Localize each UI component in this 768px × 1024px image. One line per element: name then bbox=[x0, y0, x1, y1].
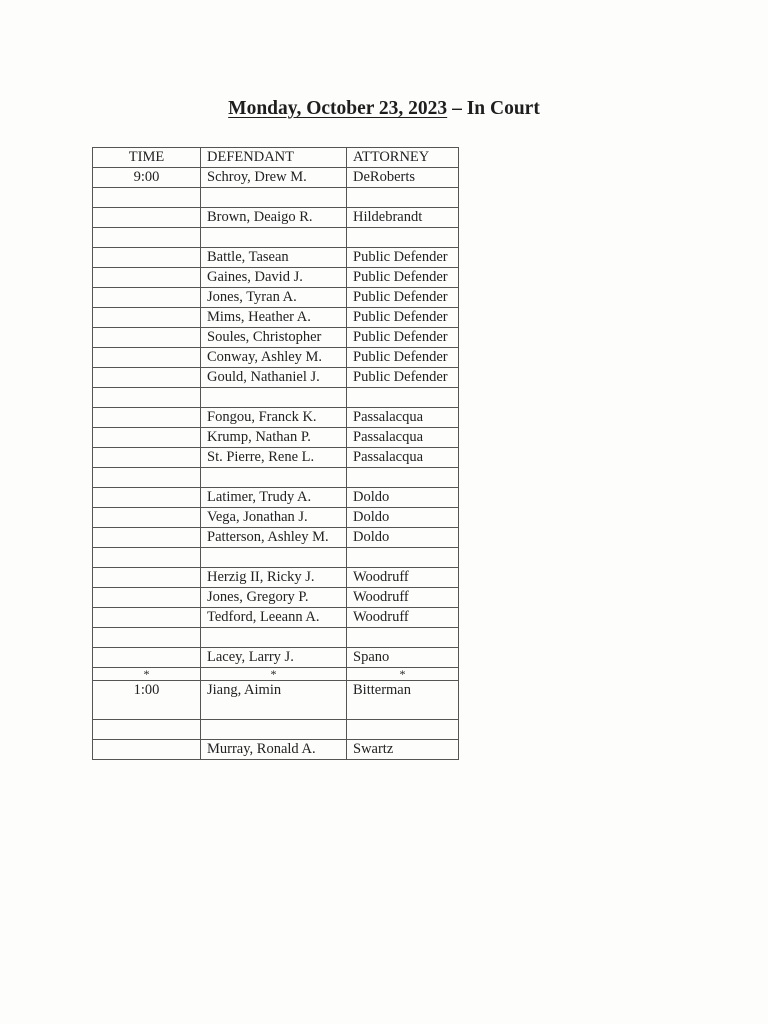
court-schedule-table bbox=[92, 147, 459, 760]
attorney-cell bbox=[347, 188, 459, 208]
attorney-cell bbox=[347, 548, 459, 568]
table-row bbox=[93, 668, 459, 681]
table-row bbox=[93, 308, 459, 328]
table-row bbox=[93, 288, 459, 308]
attorney-cell: Doldo bbox=[347, 508, 459, 528]
time-cell bbox=[93, 248, 201, 268]
table-row bbox=[93, 248, 459, 268]
time-cell bbox=[93, 448, 201, 468]
table-row bbox=[93, 208, 459, 228]
defendant-cell: Gaines, David J. bbox=[201, 268, 347, 288]
time-cell bbox=[93, 528, 201, 548]
time-cell bbox=[93, 308, 201, 328]
defendant-cell: Herzig II, Ricky J. bbox=[201, 568, 347, 588]
time-cell bbox=[93, 208, 201, 228]
attorney-cell: Public Defender bbox=[347, 288, 459, 308]
attorney-cell: * bbox=[347, 668, 459, 681]
table-row bbox=[93, 388, 459, 408]
time-cell bbox=[93, 568, 201, 588]
attorney-cell: DeRoberts bbox=[347, 168, 459, 188]
defendant-cell: Fongou, Franck K. bbox=[201, 408, 347, 428]
table-row bbox=[93, 268, 459, 288]
table-row bbox=[93, 408, 459, 428]
table-header-row bbox=[93, 148, 459, 168]
time-cell bbox=[93, 508, 201, 528]
header-attorney: ATTORNEY bbox=[347, 148, 459, 168]
defendant-cell bbox=[201, 188, 347, 208]
attorney-cell: Passalacqua bbox=[347, 408, 459, 428]
defendant-cell: Patterson, Ashley M. bbox=[201, 528, 347, 548]
defendant-cell bbox=[201, 228, 347, 248]
time-cell: 9:00 bbox=[93, 168, 201, 188]
table-row bbox=[93, 628, 459, 648]
attorney-cell: Bitterman bbox=[347, 681, 459, 720]
defendant-cell: Soules, Christopher bbox=[201, 328, 347, 348]
attorney-cell: Public Defender bbox=[347, 348, 459, 368]
defendant-cell: * bbox=[201, 668, 347, 681]
time-cell bbox=[93, 468, 201, 488]
defendant-cell: Vega, Jonathan J. bbox=[201, 508, 347, 528]
table-row bbox=[93, 328, 459, 348]
defendant-cell bbox=[201, 548, 347, 568]
time-cell bbox=[93, 288, 201, 308]
attorney-cell bbox=[347, 468, 459, 488]
time-cell bbox=[93, 348, 201, 368]
defendant-cell: Jiang, Aimin bbox=[201, 681, 347, 720]
attorney-cell: Swartz bbox=[347, 740, 459, 760]
defendant-cell: Schroy, Drew M. bbox=[201, 168, 347, 188]
defendant-cell: Krump, Nathan P. bbox=[201, 428, 347, 448]
time-cell bbox=[93, 328, 201, 348]
attorney-cell: Woodruff bbox=[347, 588, 459, 608]
title-suffix: – In Court bbox=[447, 98, 540, 119]
table-row bbox=[93, 608, 459, 628]
defendant-cell: Jones, Tyran A. bbox=[201, 288, 347, 308]
attorney-cell bbox=[347, 388, 459, 408]
time-cell bbox=[93, 408, 201, 428]
time-cell bbox=[93, 588, 201, 608]
attorney-cell bbox=[347, 228, 459, 248]
table-row bbox=[93, 468, 459, 488]
attorney-cell: Public Defender bbox=[347, 368, 459, 388]
defendant-cell bbox=[201, 388, 347, 408]
attorney-cell bbox=[347, 720, 459, 740]
attorney-cell: Public Defender bbox=[347, 308, 459, 328]
time-cell bbox=[93, 488, 201, 508]
table-row bbox=[93, 448, 459, 468]
header-defendant: DEFENDANT bbox=[201, 148, 347, 168]
defendant-cell: Brown, Deaigo R. bbox=[201, 208, 347, 228]
table-row bbox=[93, 228, 459, 248]
attorney-cell: Public Defender bbox=[347, 328, 459, 348]
header-time: TIME bbox=[93, 148, 201, 168]
time-cell bbox=[93, 548, 201, 568]
table-row bbox=[93, 168, 459, 188]
defendant-cell: Latimer, Trudy A. bbox=[201, 488, 347, 508]
time-cell bbox=[93, 368, 201, 388]
time-cell bbox=[93, 428, 201, 448]
table-row bbox=[93, 568, 459, 588]
attorney-cell: Public Defender bbox=[347, 248, 459, 268]
attorney-cell: Doldo bbox=[347, 488, 459, 508]
table-row bbox=[93, 588, 459, 608]
table-row bbox=[93, 681, 459, 720]
attorney-cell: Passalacqua bbox=[347, 448, 459, 468]
table-row bbox=[93, 508, 459, 528]
attorney-cell: Hildebrandt bbox=[347, 208, 459, 228]
table-row bbox=[93, 348, 459, 368]
attorney-cell: Public Defender bbox=[347, 268, 459, 288]
defendant-cell: Jones, Gregory P. bbox=[201, 588, 347, 608]
time-cell bbox=[93, 608, 201, 628]
defendant-cell: Conway, Ashley M. bbox=[201, 348, 347, 368]
attorney-cell: Doldo bbox=[347, 528, 459, 548]
defendant-cell: Gould, Nathaniel J. bbox=[201, 368, 347, 388]
defendant-cell bbox=[201, 720, 347, 740]
table-row bbox=[93, 720, 459, 740]
page-title bbox=[0, 98, 768, 120]
time-cell bbox=[93, 720, 201, 740]
table-row bbox=[93, 188, 459, 208]
table-row bbox=[93, 368, 459, 388]
table-row bbox=[93, 548, 459, 568]
attorney-cell bbox=[347, 628, 459, 648]
attorney-cell: Woodruff bbox=[347, 568, 459, 588]
time-cell bbox=[93, 268, 201, 288]
defendant-cell bbox=[201, 628, 347, 648]
table-row bbox=[93, 740, 459, 760]
defendant-cell bbox=[201, 468, 347, 488]
attorney-cell: Spano bbox=[347, 648, 459, 668]
time-cell: * bbox=[93, 668, 201, 681]
title-date: Monday, October 23, 2023 bbox=[228, 98, 448, 119]
table-row bbox=[93, 648, 459, 668]
time-cell bbox=[93, 388, 201, 408]
defendant-cell: Murray, Ronald A. bbox=[201, 740, 347, 760]
attorney-cell: Woodruff bbox=[347, 608, 459, 628]
table-row bbox=[93, 528, 459, 548]
time-cell bbox=[93, 628, 201, 648]
table-row bbox=[93, 428, 459, 448]
time-cell: 1:00 bbox=[93, 681, 201, 720]
table-body bbox=[93, 168, 459, 760]
defendant-cell: St. Pierre, Rene L. bbox=[201, 448, 347, 468]
time-cell bbox=[93, 648, 201, 668]
defendant-cell: Lacey, Larry J. bbox=[201, 648, 347, 668]
table-row bbox=[93, 488, 459, 508]
defendant-cell: Tedford, Leeann A. bbox=[201, 608, 347, 628]
time-cell bbox=[93, 740, 201, 760]
defendant-cell: Battle, Tasean bbox=[201, 248, 347, 268]
time-cell bbox=[93, 188, 201, 208]
time-cell bbox=[93, 228, 201, 248]
attorney-cell: Passalacqua bbox=[347, 428, 459, 448]
defendant-cell: Mims, Heather A. bbox=[201, 308, 347, 328]
